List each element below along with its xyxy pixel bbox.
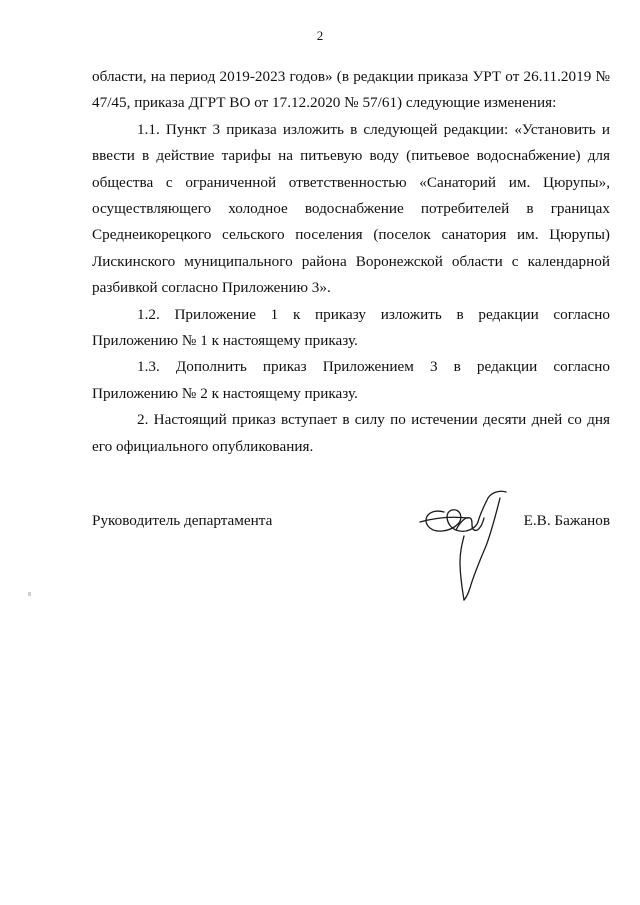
signatory-name: Е.В. Бажанов [523, 512, 610, 529]
page-number: 2 [316, 28, 324, 43]
paragraph-1-2: 1.2. Приложение 1 к приказу изложить в редакции согласно Приложению № 1 к настоящему приказу. [92, 305, 610, 350]
paragraph-1-1: 1.1. Пункт 3 приказа изложить в следующей редакции: «Установить и ввести в действие тарифы на питьевую воду (питьевое водоснабжение) для общества с ограниченной ответственностью «Санаторий им. Цюрупы», осуществляющего холодное водоснабжение потребителей в границах Среднеикорецкого сельского поселения (поселок санатория им. Цюрупы) Лискинского муниципального района Воронежской области с календарной разбивкой согласно Приложению 3». [92, 120, 610, 297]
paragraph-1-3: 1.3. Дополнить приказ Приложением 3 в редакции согласно Приложению № 2 к настоящему приказу. [92, 358, 610, 402]
paragraph-intro-continuation: области, на период 2019-2023 годов» (в редакции приказа УРТ от 26.11.2019 № 47/45, приказа ДГРТ ВО от 17.12.2020 № 57/61) следующие изменения: [92, 68, 610, 112]
document-body [92, 64, 610, 460]
handwritten-signature-icon [416, 478, 516, 603]
paragraph-2: 2. Настоящий приказ вступает в силу по истечении десяти дней со дня его официального опубликования. [92, 411, 610, 455]
margin-mark [28, 592, 31, 596]
signature-block [92, 512, 610, 542]
signatory-position: Руководитель департамента [92, 512, 273, 529]
